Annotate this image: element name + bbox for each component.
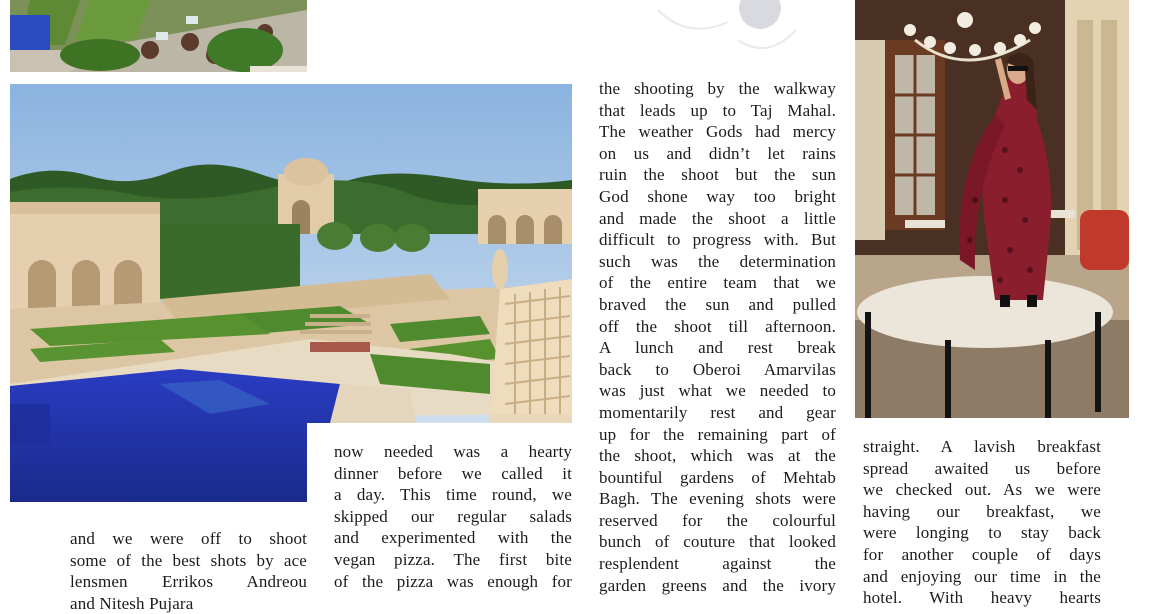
- text-line: some of the best shots by ace: [70, 550, 307, 570]
- text-line: The weather Gods had mercy: [599, 122, 836, 142]
- text-line: reserved for the colourful: [599, 510, 836, 530]
- text-line: garden greens and the ivory: [599, 575, 836, 595]
- text-line: A lunch and rest break: [599, 338, 836, 358]
- text-line: back to Oberoi Amarvilas: [599, 359, 836, 379]
- article-column-3: [599, 78, 836, 596]
- text-line: and made the shoot a little: [599, 208, 836, 228]
- text-line: and we were off to shoot: [70, 529, 307, 548]
- text-line: that leads up to Taj Mahal.: [599, 100, 836, 120]
- text-line: difficult to progress with. But: [599, 230, 836, 250]
- text-line: momentarily rest and gear: [599, 402, 836, 422]
- text-line: off the shoot till afternoon.: [599, 316, 836, 336]
- text-line: and experimented with the: [334, 528, 572, 548]
- text-line: lensmen Errikos Andreou: [70, 572, 307, 592]
- text-line: God shone way too bright: [599, 186, 836, 206]
- text-line: such was the determination: [599, 251, 836, 271]
- text-line: dinner before we called it: [334, 463, 572, 483]
- text-line: Bagh. The evening shots were: [599, 489, 836, 509]
- text-line: straight. A lavish breakfast: [863, 437, 1101, 456]
- text-line: of the pizza was enough for: [334, 571, 572, 591]
- garden-photo-top: [10, 0, 307, 72]
- article-column-2: [334, 441, 572, 592]
- fashion-photo: [855, 0, 1129, 418]
- text-line: were longing to stay back: [863, 523, 1101, 543]
- text-line: and Nitesh Pujara: [70, 593, 194, 613]
- text-line: vegan pizza. The first bite: [334, 549, 572, 569]
- text-line: hotel. With heavy hearts: [863, 588, 1101, 608]
- quote-mark-decoration: [648, 0, 798, 55]
- article-column-1: [70, 528, 307, 614]
- text-line: a day. This time round, we: [334, 485, 572, 505]
- text-line: for another couple of days: [863, 544, 1101, 564]
- text-line: braved the sun and pulled: [599, 294, 836, 314]
- article-column-4: [863, 436, 1101, 609]
- text-line: spread awaited us before: [863, 458, 1101, 478]
- text-line: of the entire team that we: [599, 273, 836, 293]
- text-line: bountiful gardens of Mehtab: [599, 467, 836, 487]
- text-line: skipped our regular salads: [334, 506, 572, 526]
- text-line: having our breakfast, we: [863, 501, 1101, 521]
- text-line: bunch of couture that looked: [599, 532, 836, 552]
- text-line: ruin the shoot but the sun: [599, 165, 836, 185]
- text-line: on us and didn’t let rains: [599, 143, 836, 163]
- text-line: the shoot, which was at the: [599, 446, 836, 466]
- text-line: resplendent against the: [599, 554, 836, 574]
- text-line: now needed was a hearty: [334, 442, 572, 461]
- text-line: and enjoying our time in the: [863, 566, 1101, 586]
- text-line: the shooting by the walkway: [599, 79, 836, 98]
- text-line: was just what we needed to: [599, 381, 836, 401]
- text-line: up for the remaining part of: [599, 424, 836, 444]
- text-line: we checked out. As we were: [863, 480, 1101, 500]
